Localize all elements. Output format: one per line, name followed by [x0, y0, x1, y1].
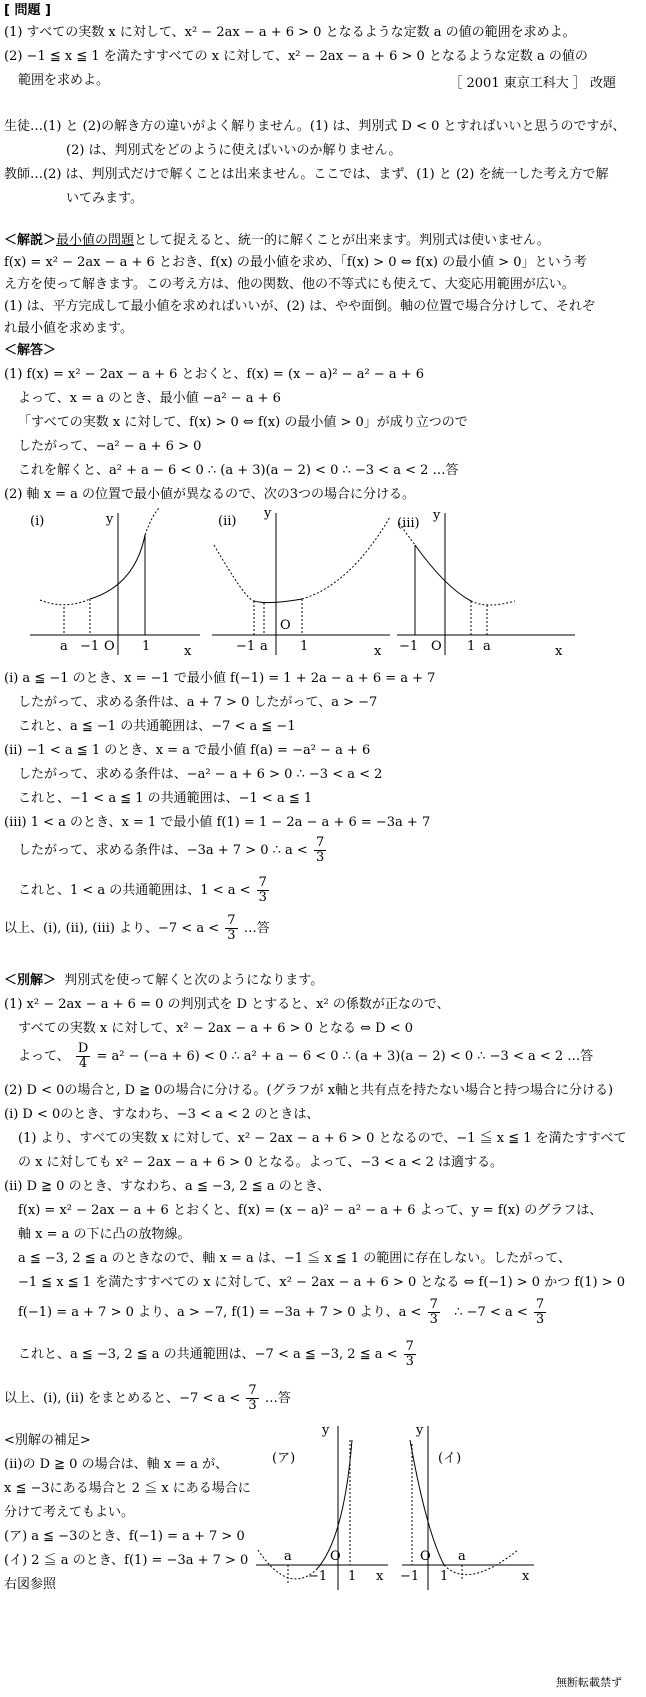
alt-line3-post: = a² − (−a + 6) < 0 ∴ a² + a − 6 < 0 ∴ (a + 3)(a − 2) < 0 ∴ −3 < a < 2 …答: [96, 1049, 594, 1064]
problem-header: [ 問題 ]: [4, 3, 51, 18]
fraction-num: D: [77, 1041, 89, 1056]
fraction-num: 7: [429, 1297, 438, 1312]
graph-case-1-label: (ⅰ): [30, 514, 45, 529]
answer-line6: (2) 軸 x = a の位置で最小値が異なるので、次の3つの場合に分ける。: [4, 487, 416, 502]
alt-line1: (1) x² − 2ax − a + 6 = 0 の判別式を D とすると、x² の係数が正なので、: [4, 997, 450, 1012]
explanation-line2: f(x) = x² − 2ax − a + 6 とおき、f(x) の最小値を求め、「f(x) > 0 ⇔ f(x) の最小値 > 0」という考: [4, 255, 587, 270]
graph-supplement-i-m1-label: −1: [400, 1569, 420, 1584]
fraction-num: 7: [315, 835, 325, 850]
explanation-line4: (1) は、平方完成して最小値を求めればいいが、(2) は、やや面倒。軸の位置で場合分けして、それぞ: [4, 299, 595, 314]
fraction-den: 3: [315, 850, 325, 865]
alt-conclusion: [4, 1384, 291, 1413]
alt-line12: −1 ≦ x ≦ 1 を満たすすべての x に対して、x² − 2ax − a + 6 > 0 となる ⇔ f(−1) > 0 かつ f(1) > 0: [18, 1275, 625, 1290]
graph-case-1-curve-dotted: [40, 599, 90, 605]
alt-answer-mark: …答: [264, 1391, 291, 1406]
fraction-den: 3: [429, 1312, 438, 1327]
alt-line13-b: ∴ −7 < a <: [454, 1305, 528, 1320]
supplement-line3: 分けて考えてもよい。: [4, 1505, 135, 1520]
graph-case-1: [20, 505, 210, 665]
teacher-line2: いてみます。: [66, 191, 143, 206]
case1-line3: これと、a ≦ −1 の共通範囲は、−7 < a ≦ −1: [18, 719, 296, 734]
graph-case-1-origin: O: [104, 639, 115, 654]
supplement-line1: (ⅱ)の D ≧ 0 の場合は、軸 x = a が、: [4, 1457, 229, 1472]
graph-case-3-a-label: a: [483, 639, 491, 654]
explanation-line1: [4, 232, 550, 249]
graph-supplement-a-a-label: a: [284, 1549, 292, 1564]
fraction-den: 3: [227, 928, 236, 943]
alt-heading: ＜別解＞: [4, 973, 57, 988]
graph-case-3-m1-label: −1: [399, 639, 419, 654]
graph-supplement-i-p1-label: 1: [440, 1569, 449, 1584]
graph-case-2-curve-dotted-right: [302, 517, 390, 599]
explanation-line5: れ最小値を求めます。: [4, 321, 133, 336]
supplement-line4: (ア) a ≦ −3のとき、f(−1) = a + 7 > 0: [4, 1529, 245, 1544]
student-line2: (2) は、判別式をどのように使えばいいのか解りません。: [66, 143, 402, 158]
alt-line10: 軸 x = a の下に凸の放物線。: [18, 1227, 191, 1242]
alt-line6: (1) より、すべての実数 x に対して、x² − 2ax − a + 6 > 0 となるので、−1 ≦ x ≦ 1 を満たすすべて: [18, 1131, 627, 1146]
explanation-line3: え方を使って解きます。この考え方は、他の関数、他の不等式にも使えて、大変応用範囲が広い。: [4, 277, 575, 292]
alt-line11: a ≦ −3, 2 ≦ a のときなので、軸 x = a は、−1 ≦ x ≦ 1 の範囲に存在しない。したがって、: [18, 1251, 571, 1266]
graph-case-1-p1-label: 1: [142, 639, 151, 654]
fraction-num: 7: [258, 875, 267, 890]
alt-line3: [18, 1042, 593, 1071]
graph-case-3-label: (ⅲ): [397, 516, 420, 531]
graph-case-2-curve: [254, 599, 302, 603]
graph-supplement-i-curve-dotted: [444, 1550, 518, 1575]
case2-line3: これと、−1 < a ≦ 1 の共通範囲は、−1 < a ≦ 1: [18, 791, 313, 806]
fraction-7-3: [534, 1298, 546, 1327]
graph-case-1-a-label: a: [60, 639, 68, 654]
explanation-key-phrase: 最小値の問題: [56, 233, 135, 248]
teacher-line1: 教師…(2) は、判別式だけで解くことは出来ません。ここでは、まず、(1) と (2) を統一した考え方で解: [4, 167, 609, 182]
graph-case-2: [210, 505, 400, 665]
problem-q2-line1: (2) −1 ≦ x ≦ 1 を満たすすべての x に対して、x² − 2ax − a + 6 > 0 となるような定数 a の値の: [4, 49, 588, 64]
graph-case-1-y-label: y: [106, 512, 114, 527]
graph-case-2-p1-label: 1: [300, 639, 309, 654]
graph-case-1-curve-dotted-top: [145, 507, 160, 535]
answer-mark: …答: [243, 921, 270, 936]
fraction-7-3: [428, 1298, 440, 1327]
answer-line2: よって、x = a のとき、最小値 −a² − a + 6: [18, 391, 281, 406]
alt-line2: すべての実数 x に対して、x² − 2ax − a + 6 > 0 となる ⇔ D < 0: [18, 1021, 414, 1036]
problem-q2-line2: 範囲を求めよ。: [18, 73, 110, 88]
graph-supplement-a: [252, 1420, 392, 1600]
graph-supplement-i-y-label: y: [416, 1423, 424, 1438]
fraction-7-3: [257, 876, 269, 905]
alt-heading-line: [4, 972, 323, 989]
graph-case-2-m1-label: −1: [236, 639, 256, 654]
graph-case-3-x-label: x: [555, 644, 563, 659]
fraction-den: 3: [248, 1398, 257, 1413]
graph-case-3: [395, 505, 585, 665]
alt-line9: f(x) = x² − 2ax − a + 6 とおくと、f(x) = (x − a)² − a² − a + 6 よって、y = f(x) のグラフは、: [18, 1203, 603, 1218]
fraction-num: 7: [248, 1383, 257, 1398]
supplement-line5: (イ) 2 ≦ a のとき、f(1) = −3a + 7 > 0: [4, 1553, 249, 1568]
graph-case-3-y-label: y: [433, 508, 441, 523]
answer-conclusion-text: 以上、(ⅰ), (ⅱ), (ⅲ) より、−7 < a <: [4, 921, 220, 936]
case1-line2: したがって、求める条件は、a + 7 > 0 したがって、a > −7: [18, 695, 378, 710]
alt-line5: (ⅰ) D < 0のとき、すなわち、−3 < a < 2 のときは、: [4, 1107, 320, 1122]
fraction-den: 3: [535, 1312, 545, 1327]
case3-line3-text: これと、1 < a の共通範囲は、1 < a <: [18, 883, 251, 898]
supplement-heading: <別解の補足>: [4, 1433, 91, 1448]
alt-heading-rest: 判別式を使って解くと次のようになります。: [64, 973, 324, 988]
case3-line1: (ⅲ) 1 < a のとき、x = 1 で最小値 f(1) = 1 − 2a − a + 6 = −3a + 7: [4, 815, 431, 830]
explanation-line1-rest: として捉えると、統一的に解くことが出来ます。判別式は使いません。: [134, 233, 550, 248]
case1-line1: (ⅰ) a ≦ −1 のとき、x = −1 で最小値 f(−1) = 1 + 2a − a + 6 = a + 7: [4, 671, 436, 686]
alt-line8: (ⅱ) D ≧ 0 のとき、すなわち、a ≦ −3, 2 ≦ a のとき、: [4, 1179, 331, 1194]
alt-line13: [18, 1298, 548, 1327]
alt-line14-text: これと、a ≦ −3, 2 ≦ a の共通範囲は、−7 < a ≦ −3, 2 ≦ a <: [18, 1347, 398, 1362]
fraction-7-3: [314, 836, 326, 865]
graph-case-1-m1-label: −1: [80, 639, 100, 654]
alt-line7: の x に対しても x² − 2ax − a + 6 > 0 となる。よって、−3 < a < 2 は適する。: [18, 1155, 504, 1170]
student-line1: 生徒…(1) と (2)の解き方の違いがよく解りません。(1) は、判別式 D < 0 とすればいいと思うのですが、: [4, 119, 626, 134]
fraction-num: 7: [405, 1339, 414, 1354]
supplement-line2: x ≦ −3にある場合と 2 ≦ x にある場合に: [4, 1481, 251, 1496]
fraction-den: 3: [258, 890, 267, 905]
graph-case-3-curve-dotted: [471, 601, 515, 605]
fraction-num: 7: [227, 913, 236, 928]
graph-case-2-x-label: x: [374, 644, 382, 659]
fraction-7-3: [404, 1340, 416, 1369]
graph-supplement-a-x-label: x: [376, 1569, 384, 1584]
graph-supplement-a-m1-label: −1: [308, 1569, 328, 1584]
graph-case-2-curve-dotted-left: [214, 545, 254, 601]
graph-supplement-i: [398, 1420, 538, 1600]
graph-case-2-y-label: y: [264, 506, 272, 521]
case2-line1: (ⅱ) −1 < a ≦ 1 のとき、x = a で最小値 f(a) = −a² − a + 6: [4, 743, 371, 758]
alt-line14: [18, 1340, 418, 1369]
problem-source: ［ 2001 東京工科大 ］ 改題: [449, 76, 616, 91]
graph-supplement-i-origin: O: [420, 1549, 431, 1564]
alt-conclusion-text: 以上、(ⅰ), (ⅱ) をまとめると、−7 < a <: [4, 1391, 241, 1406]
problem-q1: (1) すべての実数 x に対して、x² − 2ax − a + 6 > 0 となるような定数 a の値の範囲を求めよ。: [4, 25, 576, 40]
answer-line3: 「すべての実数 x に対して、f(x) > 0 ⇔ f(x) の最小値 > 0」が成り立つので: [18, 415, 468, 430]
graph-supplement-a-origin: O: [330, 1549, 341, 1564]
explanation-heading: ＜解説＞: [4, 233, 57, 248]
case3-line3: [18, 876, 271, 905]
graph-supplement-a-p1-label: 1: [348, 1569, 357, 1584]
case2-line2: したがって、求める条件は、−a² − a + 6 > 0 ∴ −3 < a < 2: [18, 767, 383, 782]
answer-line5: これを解くと、a² + a − 6 < 0 ∴ (a + 3)(a − 2) < 0 ∴ −3 < a < 2 …答: [18, 463, 459, 478]
alt-line4: (2) D < 0の場合と, D ≧ 0の場合に分ける。(グラフが x軸と共有点を持たない場合と持つ場合に分ける): [4, 1083, 614, 1098]
fraction-7-3: [246, 1384, 258, 1413]
answer-conclusion: [4, 914, 270, 943]
supplement-line6: 右図参照: [4, 1577, 57, 1592]
graph-supplement-i-x-label: x: [522, 1569, 530, 1584]
fraction-num: 7: [535, 1297, 545, 1312]
alt-line13-text: f(−1) = a + 7 > 0 より、a > −7, f(1) = −3a + 7 > 0 より、a <: [18, 1305, 422, 1320]
fraction-den: 4: [78, 1056, 88, 1071]
fraction-7-3: [225, 914, 237, 943]
graph-case-2-label: (ⅱ): [218, 514, 237, 529]
graph-supplement-i-label: (イ): [438, 1451, 462, 1466]
answer-line4: したがって、−a² − a + 6 > 0: [18, 439, 202, 454]
case3-line2-text: したがって、求める条件は、−3a + 7 > 0 ∴ a <: [18, 843, 308, 858]
fraction-d-4: [76, 1042, 90, 1071]
case3-line2: [18, 836, 328, 865]
graph-supplement-a-y-label: y: [322, 1423, 330, 1438]
graph-supplement-i-a-label: a: [458, 1549, 466, 1564]
graph-case-1-x-label: x: [184, 644, 192, 659]
copyright-stamp: 無断転載禁ず: [556, 1676, 622, 1689]
graph-case-3-origin: O: [431, 639, 442, 654]
graph-case-3-curve: [415, 545, 471, 601]
graph-case-2-a-label: a: [260, 639, 268, 654]
graph-supplement-a-label: (ア): [272, 1451, 296, 1466]
answer-heading: ＜解答＞: [4, 343, 57, 358]
graph-case-2-origin: O: [280, 618, 291, 633]
graph-case-3-p1-label: 1: [467, 639, 476, 654]
alt-line3-pre: よって、: [18, 1049, 70, 1064]
answer-line1: (1) f(x) = x² − 2ax − a + 6 とおくと、f(x) = (x − a)² − a² − a + 6: [4, 367, 425, 382]
fraction-den: 3: [405, 1354, 414, 1369]
